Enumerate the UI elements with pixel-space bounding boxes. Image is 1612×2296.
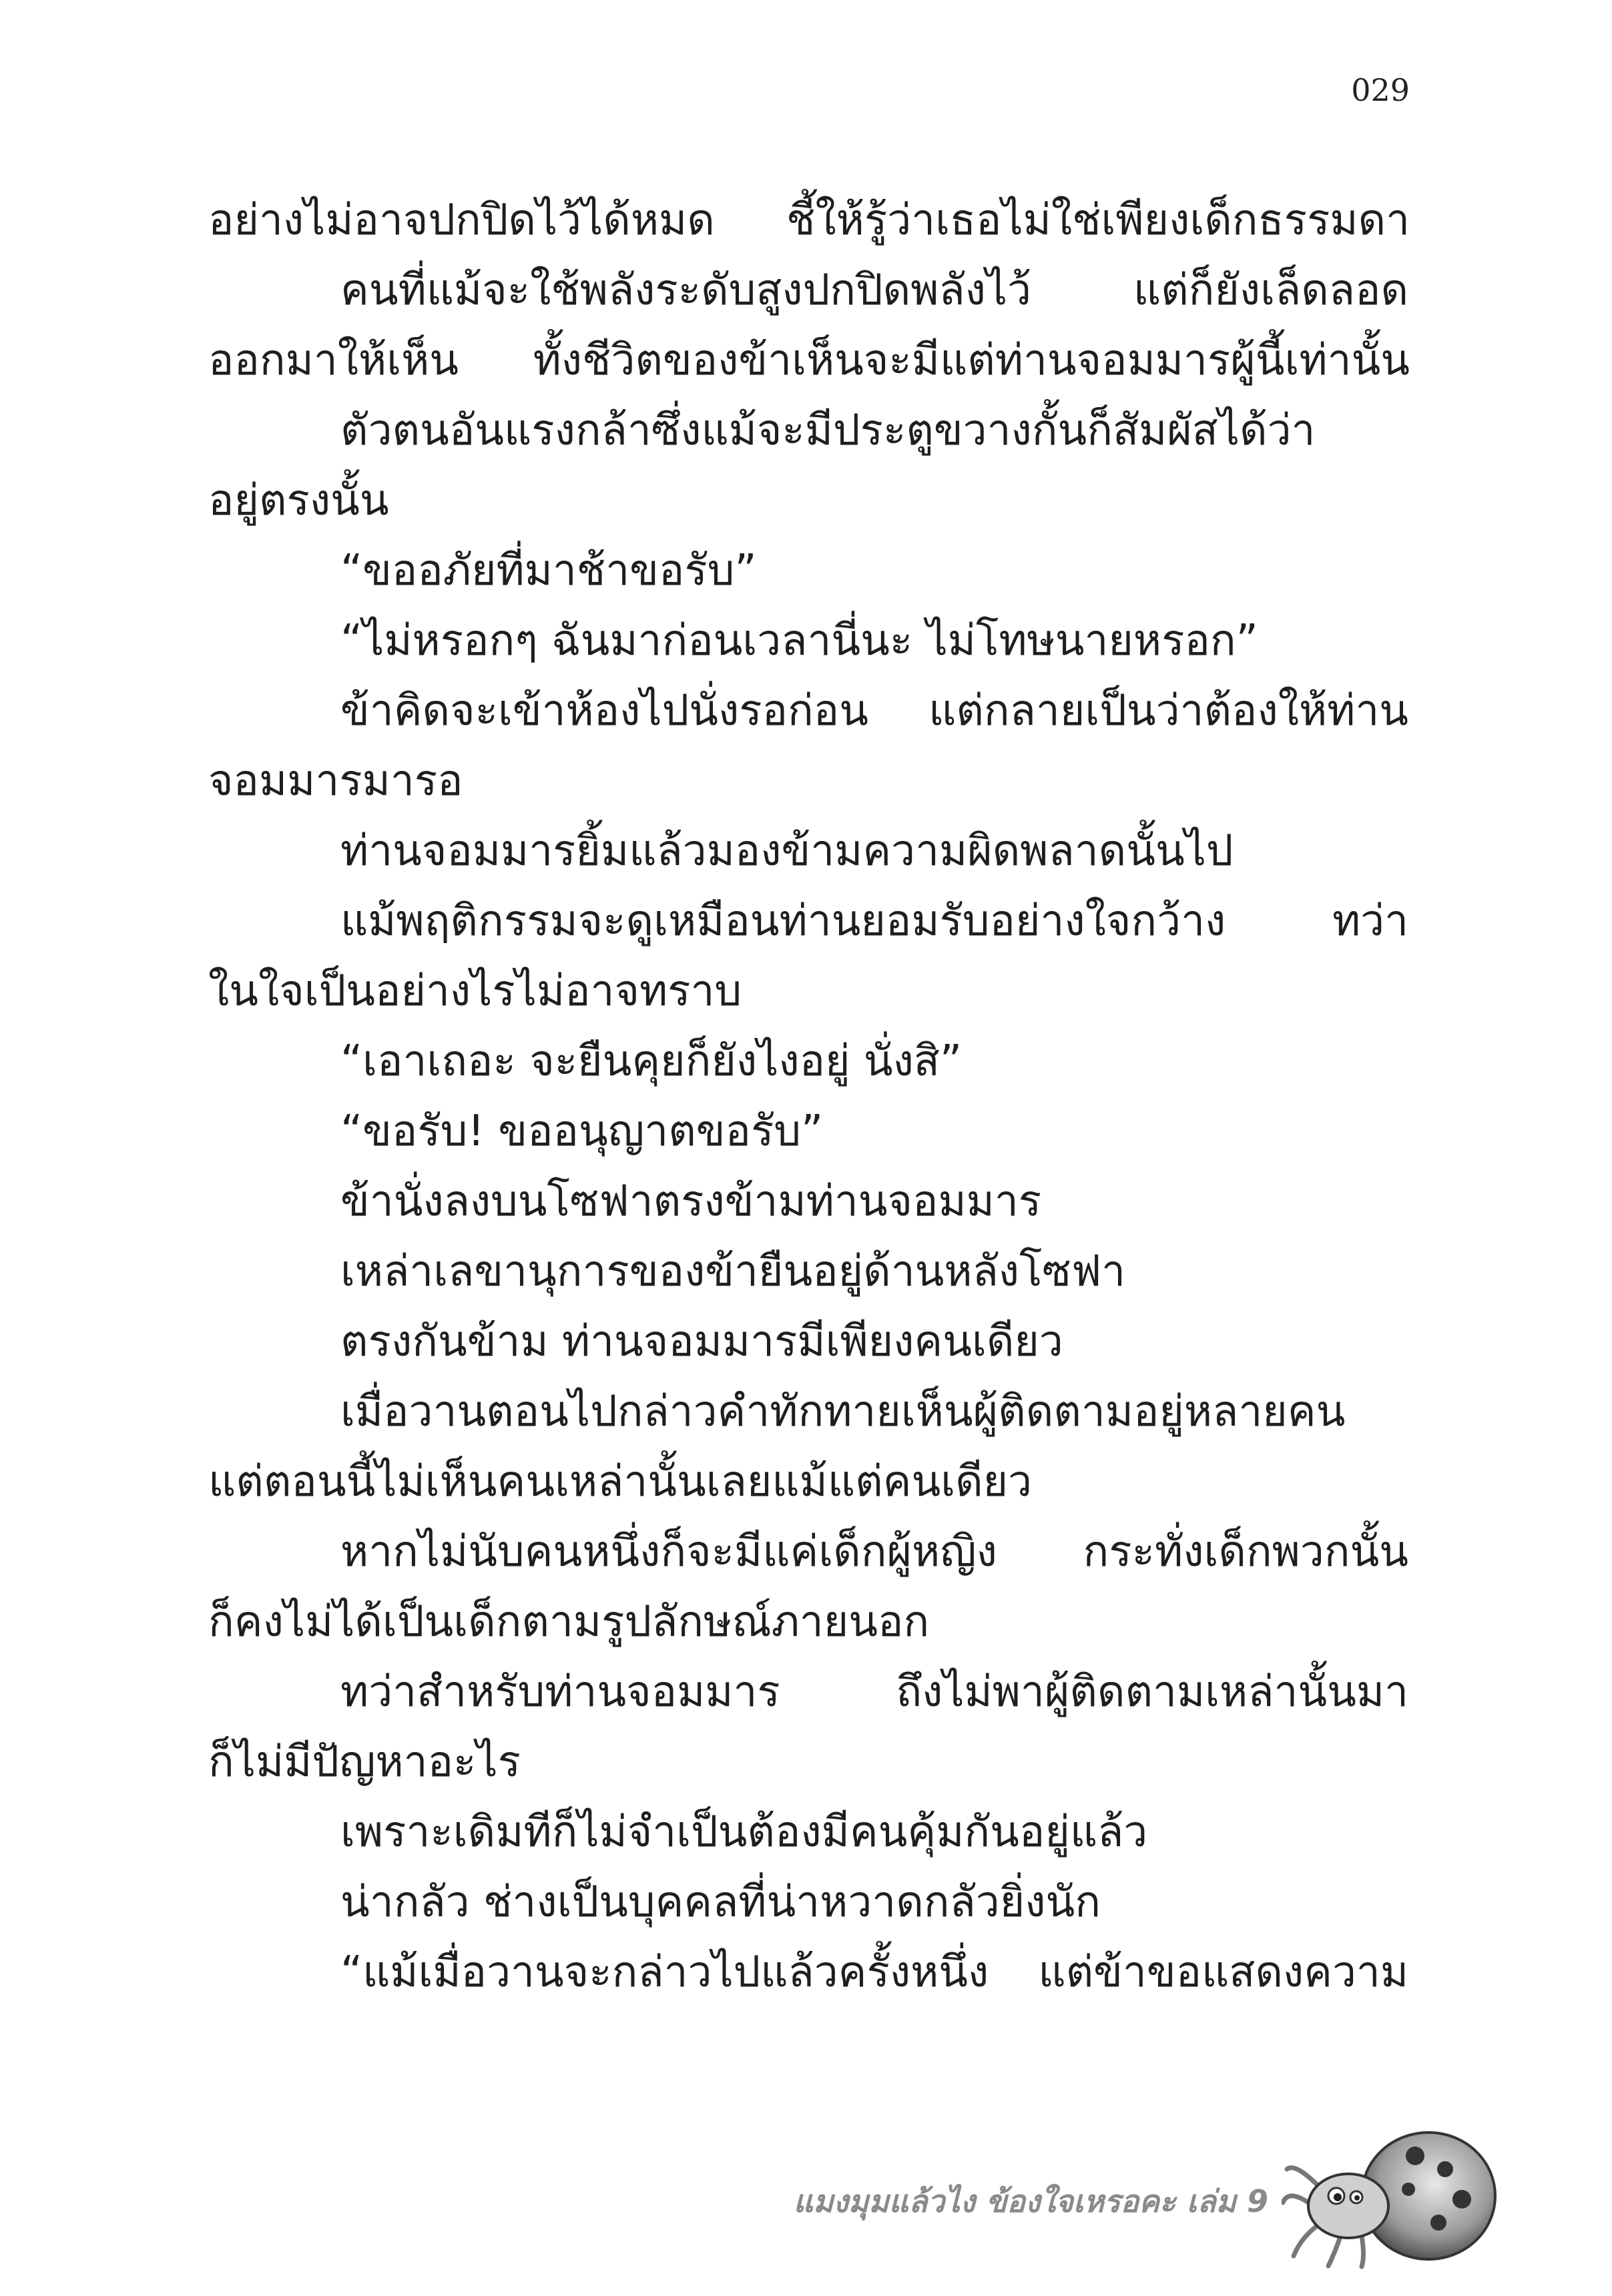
text-line: “เอาเถอะ จะยืนคุยก็ยังไงอยู่ นั่งสิ” bbox=[340, 1037, 963, 1086]
page-number: 029 bbox=[1351, 72, 1410, 108]
text-line: “ไม่หรอกๆ ฉันมาก่อนเวลานี่นะ ไม่โทษนายหรอก” bbox=[340, 616, 1258, 665]
text-line: “ขออภัยที่มาช้าขอรับ” bbox=[340, 546, 757, 595]
spider-mascot-icon bbox=[1282, 2122, 1502, 2269]
text-line: อย่างไม่อาจปกปิดไว้ได้หมด ชี้ให้รู้ว่าเธอไม่ใช่เพียงเด็กธรรมดา bbox=[208, 196, 1410, 245]
text-line: ในใจเป็นอย่างไรไม่อาจทราบ bbox=[208, 966, 742, 1016]
text-line: อยู่ตรงนั้น bbox=[208, 476, 389, 525]
text-line: จอมมารมารอ bbox=[208, 756, 463, 806]
text-line: “แม้เมื่อวานจะกล่าวไปแล้วครั้งหนึ่ง แต่ข้าขอแสดงความ bbox=[340, 1948, 1408, 1997]
text-line: ออกมาให้เห็น ทั้งชีวิตของข้าเห็นจะมีแต่ท่านจอมมารผู้นี้เท่านั้น bbox=[208, 336, 1410, 385]
text-line: คนที่แม้จะใช้พลังระดับสูงปกปิดพลังไว้ แต่ก็ยังเล็ดลอด bbox=[340, 266, 1408, 315]
text-line: ทว่าสำหรับท่านจอมมาร ถึงไม่พาผู้ติดตามเหล่านั้นมา bbox=[340, 1667, 1408, 1717]
text-line: เมื่อวานตอนไปกล่าวคำทักทายเห็นผู้ติดตามอยู่หลายคน bbox=[340, 1387, 1346, 1436]
text-line: ก็ไม่มีปัญหาอะไร bbox=[208, 1737, 521, 1787]
text-line: ข้าคิดจะเข้าห้องไปนั่งรอก่อน แต่กลายเป็นว่าต้องให้ท่าน bbox=[340, 686, 1408, 736]
text-line: ตรงกันข้าม ท่านจอมมารมีเพียงคนเดียว bbox=[340, 1317, 1063, 1366]
text-line: ข้านั่งลงบนโซฟาตรงข้ามท่านจอมมาร bbox=[340, 1177, 1042, 1226]
footer-book-title: แมงมุมแล้วไง ข้องใจเหรอคะ เล่ม 9 bbox=[793, 2183, 1268, 2219]
text-line: ท่านจอมมารยิ้มแล้วมองข้ามความผิดพลาดนั้นไป bbox=[340, 826, 1234, 876]
text-line: ก็คงไม่ได้เป็นเด็กตามรูปลักษณ์ภายนอก bbox=[208, 1597, 930, 1647]
text-line: เหล่าเลขานุการของข้ายืนอยู่ด้านหลังโซฟา bbox=[340, 1247, 1126, 1296]
text-line: หากไม่นับคนหนึ่งก็จะมีแค่เด็กผู้หญิง กระทั่งเด็กพวกนั้น bbox=[340, 1527, 1408, 1576]
text-line: แต่ตอนนี้ไม่เห็นคนเหล่านั้นเลยแม้แต่คนเดียว bbox=[208, 1457, 1033, 1506]
text-line: เพราะเดิมทีก็ไม่จำเป็นต้องมีคนคุ้มกันอยู่แล้ว bbox=[340, 1807, 1148, 1857]
text-line: น่ากลัว ช่างเป็นบุคคลที่น่าหวาดกลัวยิ่งนัก bbox=[340, 1878, 1101, 1927]
text-line: แม้พฤติกรรมจะดูเหมือนท่านยอมรับอย่างใจกว้าง ทว่า bbox=[340, 896, 1408, 946]
text-line: “ขอรับ! ขออนุญาตขอรับ” bbox=[340, 1107, 824, 1156]
text-line: ตัวตนอันแรงกล้าซึ่งแม้จะมีประตูขวางกั้นก็สัมผัสได้ว่า bbox=[340, 406, 1316, 455]
